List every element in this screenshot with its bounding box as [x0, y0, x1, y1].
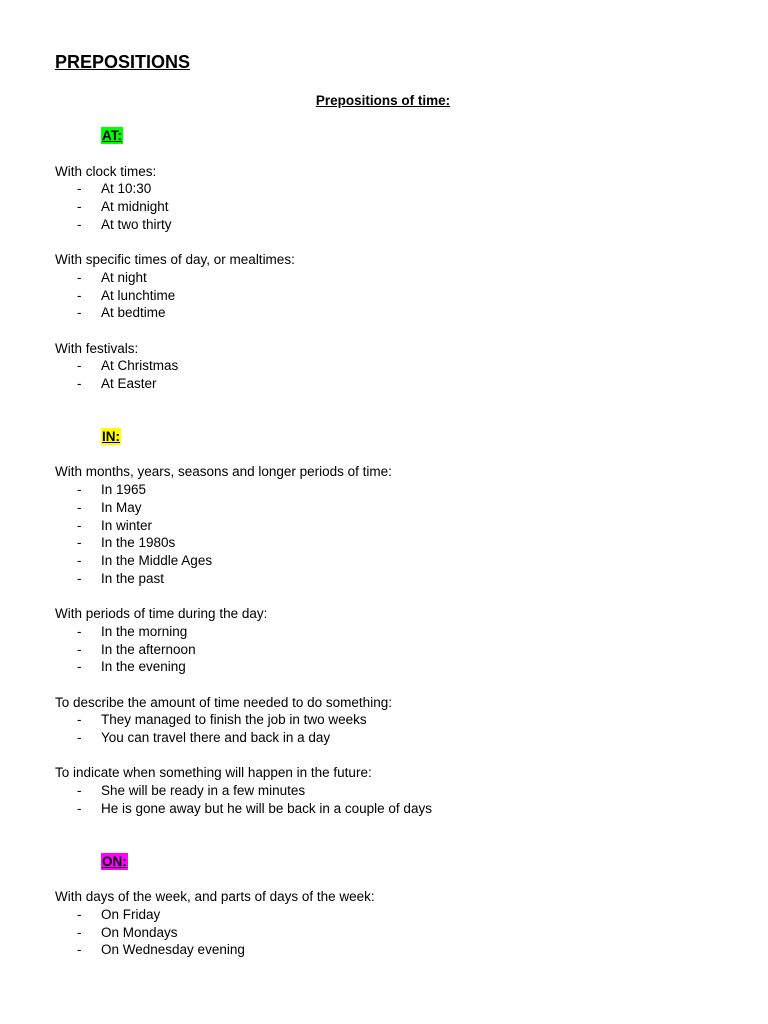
page-subtitle	[0, 93, 768, 109]
example-text: In 1965	[101, 482, 147, 497]
example-list	[55, 180, 735, 233]
section	[55, 853, 735, 960]
example-item	[55, 375, 735, 393]
bullet-dash: -	[77, 305, 82, 321]
group-label: With months, years, seasons and longer periods of time:	[55, 464, 392, 480]
bullet-dash: -	[77, 730, 82, 745]
bullet-dash: -	[77, 906, 82, 922]
example-item	[55, 180, 735, 198]
usage-group	[55, 605, 735, 676]
group-label: With clock times:	[55, 163, 157, 179]
example-item	[55, 534, 735, 552]
example-text: In the afternoon	[101, 641, 196, 657]
example-text: In the past	[101, 570, 165, 586]
sections-container	[55, 127, 735, 959]
bullet-dash: -	[77, 659, 82, 675]
group-label: With periods of time during the day:	[55, 606, 268, 621]
example-item	[55, 552, 735, 570]
example-text: On Mondays	[101, 924, 178, 940]
example-text: At night	[101, 269, 147, 285]
bullet-dash: -	[77, 783, 82, 798]
example-item	[55, 658, 735, 676]
bullet-dash: -	[77, 269, 82, 285]
example-item	[55, 304, 735, 322]
usage-group	[55, 251, 735, 322]
bullet-dash: -	[77, 942, 82, 958]
bullet-dash: -	[77, 924, 82, 940]
example-text: In the 1980s	[101, 535, 176, 551]
usage-group	[55, 694, 735, 747]
example-item	[55, 782, 735, 800]
group-label: With specific times of day, or mealtimes:	[55, 252, 295, 267]
example-item	[55, 924, 735, 942]
bullet-dash: -	[77, 482, 82, 497]
spacer	[55, 818, 735, 853]
example-item	[55, 287, 735, 305]
example-item	[55, 499, 735, 517]
spacer	[55, 747, 735, 765]
example-item	[55, 481, 735, 499]
spacer	[55, 234, 735, 252]
bullet-dash: -	[77, 216, 82, 232]
example-text: At two thirty	[101, 216, 172, 232]
example-item	[55, 941, 735, 959]
page-title: PREPOSITIONS	[55, 52, 191, 72]
group-label: To describe the amount of time needed to do something:	[55, 694, 392, 710]
example-item	[55, 357, 735, 375]
section	[55, 127, 735, 428]
bullet-dash: -	[77, 535, 82, 551]
bullet-dash: -	[77, 199, 82, 214]
usage-group	[55, 163, 735, 234]
example-text: In the morning	[101, 623, 188, 639]
usage-group	[55, 463, 735, 587]
example-text: They managed to finish the job in two weeks	[101, 712, 367, 728]
spacer	[55, 322, 735, 340]
example-text: In May	[101, 499, 142, 515]
example-item	[55, 198, 735, 216]
section-heading	[101, 853, 735, 871]
bullet-dash: -	[77, 623, 82, 639]
group-label: With festivals:	[55, 340, 139, 356]
bullet-dash: -	[77, 499, 82, 515]
example-text: In winter	[101, 517, 153, 533]
bullet-dash: -	[77, 181, 82, 197]
example-text: On Wednesday evening	[101, 942, 245, 958]
section-heading-label: ON:	[102, 853, 127, 869]
section-heading	[101, 127, 735, 145]
example-item	[55, 517, 735, 535]
spacer	[55, 145, 735, 163]
section-heading-label: AT:	[102, 128, 122, 143]
bullet-dash: -	[77, 376, 82, 391]
example-item	[55, 729, 735, 747]
example-text: At Easter	[101, 376, 157, 391]
example-list	[55, 782, 735, 818]
spacer	[55, 446, 735, 464]
bullet-dash: -	[77, 641, 82, 657]
example-item	[55, 216, 735, 234]
example-item	[55, 641, 735, 659]
example-text: At midnight	[101, 199, 169, 214]
section-heading	[101, 428, 735, 446]
spacer	[55, 393, 735, 428]
example-list	[55, 357, 735, 393]
example-text: In the evening	[101, 659, 186, 675]
example-text: He is gone away but he will be back in a couple of days	[101, 800, 432, 816]
bullet-dash: -	[77, 358, 82, 374]
group-label: To indicate when something will happen in the future:	[55, 765, 372, 781]
group-label: With days of the week, and parts of days of the week:	[55, 889, 375, 904]
bullet-dash: -	[77, 287, 82, 303]
example-text: At bedtime	[101, 305, 166, 321]
example-text: She will be ready in a few minutes	[101, 783, 306, 798]
example-item	[55, 800, 735, 818]
spacer	[55, 871, 735, 889]
example-list	[55, 269, 735, 322]
subtitle-text: Prepositions of time:	[315, 93, 451, 108]
example-text: In the Middle Ages	[101, 553, 213, 568]
example-text: At lunchtime	[101, 287, 176, 303]
usage-group	[55, 888, 735, 959]
example-item	[55, 623, 735, 641]
example-list	[55, 481, 735, 588]
example-item	[55, 570, 735, 588]
bullet-dash: -	[77, 570, 82, 586]
example-item	[55, 711, 735, 729]
usage-group	[55, 764, 735, 817]
bullet-dash: -	[77, 553, 82, 568]
section-heading-label: IN:	[102, 428, 120, 444]
example-list	[55, 711, 735, 747]
example-list	[55, 623, 735, 676]
example-item	[55, 269, 735, 287]
example-text: At 10:30	[101, 181, 152, 197]
bullet-dash: -	[77, 800, 82, 816]
usage-group	[55, 340, 735, 393]
example-text: On Friday	[101, 906, 161, 922]
example-text: You can travel there and back in a day	[101, 730, 331, 745]
example-text: At Christmas	[101, 358, 179, 374]
spacer	[55, 588, 735, 606]
bullet-dash: -	[77, 517, 82, 533]
bullet-dash: -	[77, 712, 82, 728]
example-list	[55, 906, 735, 959]
spacer	[55, 676, 735, 694]
example-item	[55, 906, 735, 924]
section	[55, 428, 735, 853]
